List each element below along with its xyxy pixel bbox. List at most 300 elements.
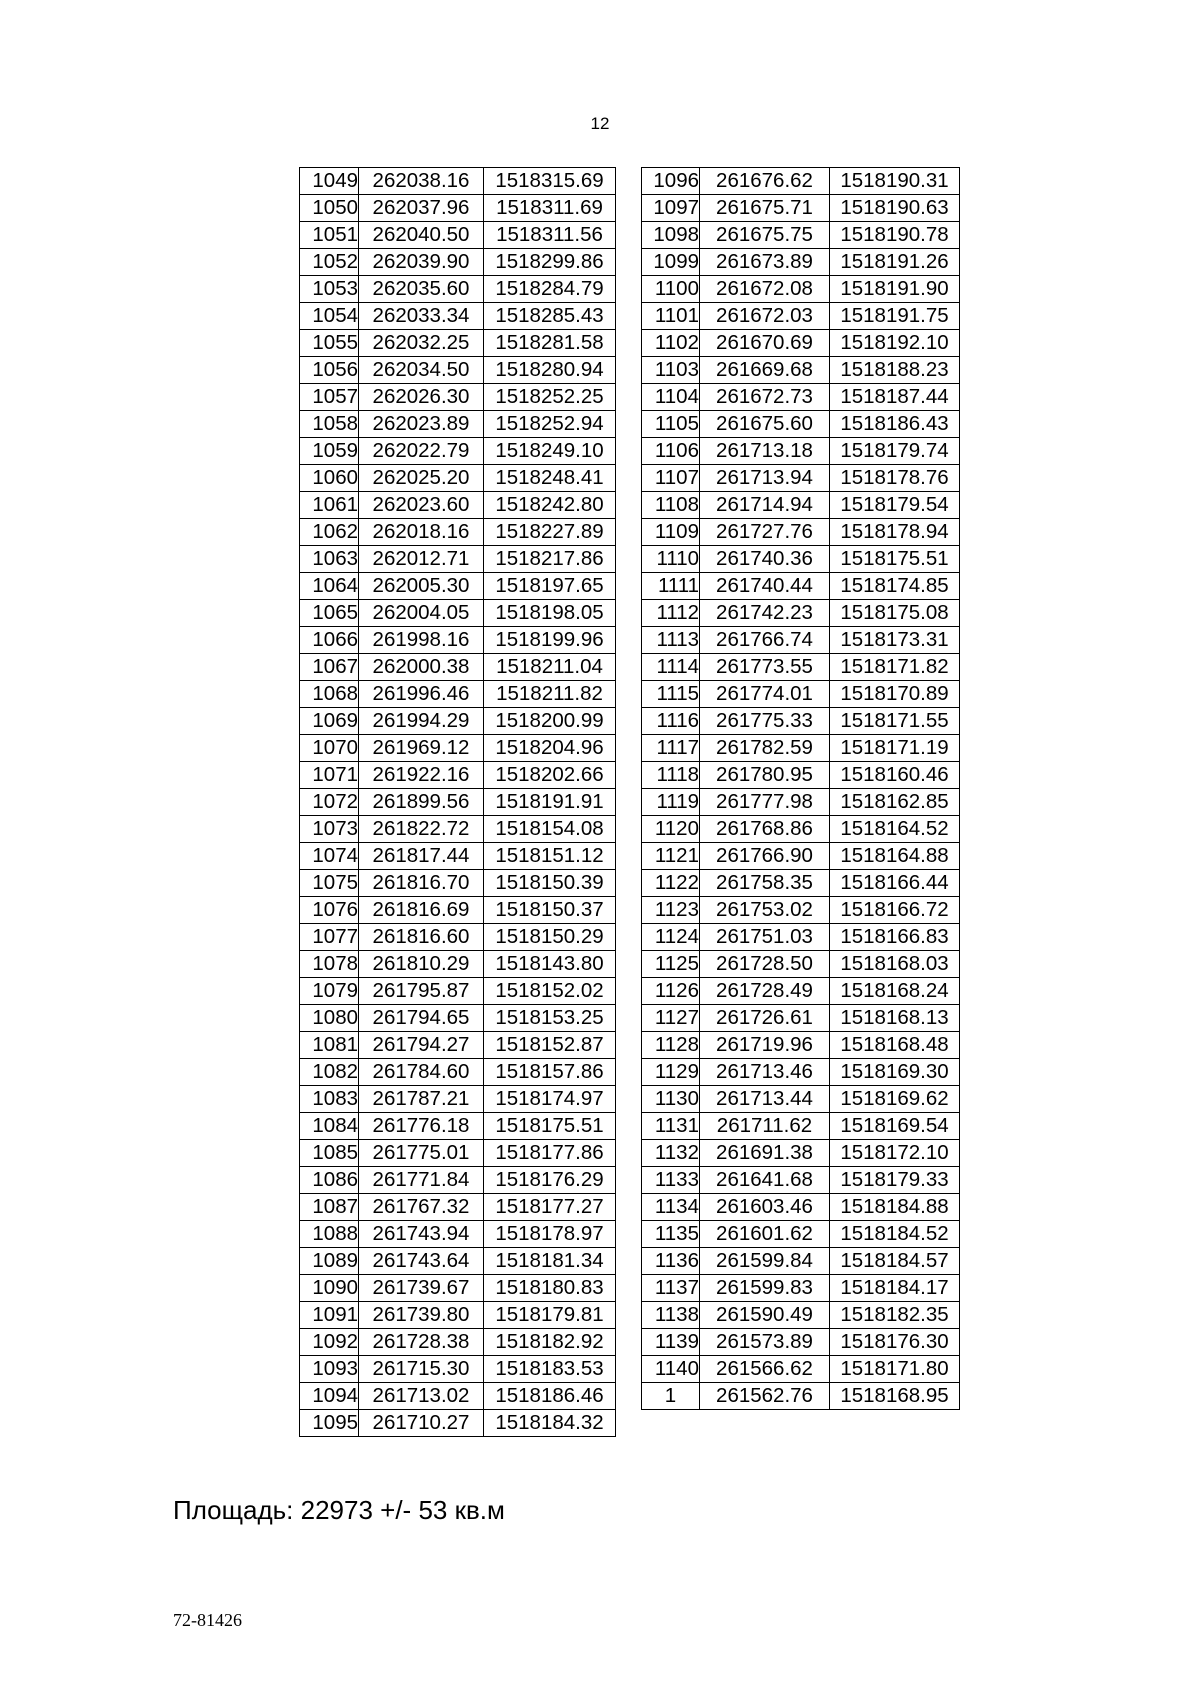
table-row xyxy=(642,735,960,762)
point-number: 1137 xyxy=(642,1275,700,1302)
x-coordinate: 261780.95 xyxy=(700,762,830,789)
point-number: 1081 xyxy=(300,1032,359,1059)
point-number: 1074 xyxy=(300,843,359,870)
table-row xyxy=(300,1383,616,1410)
x-coordinate: 261728.50 xyxy=(700,951,830,978)
table-row xyxy=(642,1167,960,1194)
point-number: 1054 xyxy=(300,303,359,330)
y-coordinate: 1518187.44 xyxy=(830,384,960,411)
point-number: 1117 xyxy=(642,735,700,762)
x-coordinate: 261810.29 xyxy=(359,951,484,978)
point-number: 1103 xyxy=(642,357,700,384)
y-coordinate: 1518176.30 xyxy=(830,1329,960,1356)
point-number: 1087 xyxy=(300,1194,359,1221)
y-coordinate: 1518168.95 xyxy=(830,1383,960,1410)
x-coordinate: 261739.80 xyxy=(359,1302,484,1329)
point-number: 1130 xyxy=(642,1086,700,1113)
y-coordinate: 1518175.51 xyxy=(830,546,960,573)
table-row xyxy=(300,1302,616,1329)
y-coordinate: 1518171.80 xyxy=(830,1356,960,1383)
point-number: 1078 xyxy=(300,951,359,978)
x-coordinate: 262022.79 xyxy=(359,438,484,465)
y-coordinate: 1518171.19 xyxy=(830,735,960,762)
point-number: 1108 xyxy=(642,492,700,519)
y-coordinate: 1518184.32 xyxy=(484,1410,616,1437)
x-coordinate: 261743.64 xyxy=(359,1248,484,1275)
table-row xyxy=(300,627,616,654)
table-row xyxy=(300,1275,616,1302)
x-coordinate: 262023.60 xyxy=(359,492,484,519)
y-coordinate: 1518183.53 xyxy=(484,1356,616,1383)
point-number: 1073 xyxy=(300,816,359,843)
table-row xyxy=(300,1410,616,1437)
table-row xyxy=(642,1140,960,1167)
y-coordinate: 1518285.43 xyxy=(484,303,616,330)
y-coordinate: 1518227.89 xyxy=(484,519,616,546)
x-coordinate: 261998.16 xyxy=(359,627,484,654)
x-coordinate: 261714.94 xyxy=(700,492,830,519)
point-number: 1077 xyxy=(300,924,359,951)
point-number: 1134 xyxy=(642,1194,700,1221)
point-number: 1060 xyxy=(300,465,359,492)
y-coordinate: 1518191.26 xyxy=(830,249,960,276)
y-coordinate: 1518179.74 xyxy=(830,438,960,465)
y-coordinate: 1518151.12 xyxy=(484,843,616,870)
table-row xyxy=(642,438,960,465)
point-number: 1115 xyxy=(642,681,700,708)
x-coordinate: 261672.03 xyxy=(700,303,830,330)
point-number: 1067 xyxy=(300,654,359,681)
x-coordinate: 261713.94 xyxy=(700,465,830,492)
y-coordinate: 1518181.34 xyxy=(484,1248,616,1275)
x-coordinate: 261728.38 xyxy=(359,1329,484,1356)
table-row xyxy=(300,1005,616,1032)
y-coordinate: 1518162.85 xyxy=(830,789,960,816)
x-coordinate: 261922.16 xyxy=(359,762,484,789)
x-coordinate: 261728.49 xyxy=(700,978,830,1005)
y-coordinate: 1518172.10 xyxy=(830,1140,960,1167)
y-coordinate: 1518157.86 xyxy=(484,1059,616,1086)
table-row xyxy=(642,951,960,978)
x-coordinate: 261562.76 xyxy=(700,1383,830,1410)
x-coordinate: 261710.27 xyxy=(359,1410,484,1437)
table-row xyxy=(642,357,960,384)
point-number: 1070 xyxy=(300,735,359,762)
y-coordinate: 1518168.03 xyxy=(830,951,960,978)
y-coordinate: 1518179.81 xyxy=(484,1302,616,1329)
x-coordinate: 261599.84 xyxy=(700,1248,830,1275)
table-row xyxy=(642,249,960,276)
x-coordinate: 261777.98 xyxy=(700,789,830,816)
x-coordinate: 261822.72 xyxy=(359,816,484,843)
point-number: 1082 xyxy=(300,1059,359,1086)
y-coordinate: 1518186.46 xyxy=(484,1383,616,1410)
point-number: 1132 xyxy=(642,1140,700,1167)
table-row xyxy=(300,1329,616,1356)
table-row xyxy=(300,465,616,492)
x-coordinate: 261766.90 xyxy=(700,843,830,870)
point-number: 1095 xyxy=(300,1410,359,1437)
table-row xyxy=(642,1383,960,1410)
table-row xyxy=(642,600,960,627)
point-number: 1114 xyxy=(642,654,700,681)
point-number: 1079 xyxy=(300,978,359,1005)
x-coordinate: 261672.73 xyxy=(700,384,830,411)
y-coordinate: 1518174.85 xyxy=(830,573,960,600)
table-row xyxy=(300,816,616,843)
table-row xyxy=(300,519,616,546)
table-row xyxy=(300,573,616,600)
x-coordinate: 261794.65 xyxy=(359,1005,484,1032)
x-coordinate: 262018.16 xyxy=(359,519,484,546)
point-number: 1107 xyxy=(642,465,700,492)
table-row xyxy=(642,1113,960,1140)
x-coordinate: 261715.30 xyxy=(359,1356,484,1383)
point-number: 1116 xyxy=(642,708,700,735)
x-coordinate: 261566.62 xyxy=(700,1356,830,1383)
point-number: 1111 xyxy=(642,573,700,600)
x-coordinate: 261795.87 xyxy=(359,978,484,1005)
y-coordinate: 1518252.94 xyxy=(484,411,616,438)
point-number: 1051 xyxy=(300,222,359,249)
table-row xyxy=(642,1329,960,1356)
point-number: 1140 xyxy=(642,1356,700,1383)
table-row xyxy=(642,573,960,600)
x-coordinate: 261691.38 xyxy=(700,1140,830,1167)
y-coordinate: 1518190.78 xyxy=(830,222,960,249)
y-coordinate: 1518168.13 xyxy=(830,1005,960,1032)
table-row xyxy=(642,870,960,897)
y-coordinate: 1518171.82 xyxy=(830,654,960,681)
y-coordinate: 1518160.46 xyxy=(830,762,960,789)
point-number: 1098 xyxy=(642,222,700,249)
y-coordinate: 1518173.31 xyxy=(830,627,960,654)
y-coordinate: 1518186.43 xyxy=(830,411,960,438)
table-row xyxy=(300,249,616,276)
y-coordinate: 1518152.02 xyxy=(484,978,616,1005)
x-coordinate: 261740.44 xyxy=(700,573,830,600)
y-coordinate: 1518168.48 xyxy=(830,1032,960,1059)
x-coordinate: 261817.44 xyxy=(359,843,484,870)
point-number: 1138 xyxy=(642,1302,700,1329)
x-coordinate: 261726.61 xyxy=(700,1005,830,1032)
table-row xyxy=(300,546,616,573)
point-number: 1062 xyxy=(300,519,359,546)
table-row xyxy=(642,492,960,519)
table-row xyxy=(300,924,616,951)
table-row xyxy=(642,1221,960,1248)
x-coordinate: 261899.56 xyxy=(359,789,484,816)
y-coordinate: 1518182.35 xyxy=(830,1302,960,1329)
point-number: 1120 xyxy=(642,816,700,843)
y-coordinate: 1518169.54 xyxy=(830,1113,960,1140)
point-number: 1112 xyxy=(642,600,700,627)
x-coordinate: 262026.30 xyxy=(359,384,484,411)
point-number: 1084 xyxy=(300,1113,359,1140)
y-coordinate: 1518184.57 xyxy=(830,1248,960,1275)
table-row xyxy=(642,1275,960,1302)
y-coordinate: 1518168.24 xyxy=(830,978,960,1005)
point-number: 1071 xyxy=(300,762,359,789)
y-coordinate: 1518150.29 xyxy=(484,924,616,951)
y-coordinate: 1518166.83 xyxy=(830,924,960,951)
table-row xyxy=(300,897,616,924)
y-coordinate: 1518211.82 xyxy=(484,681,616,708)
x-coordinate: 261753.02 xyxy=(700,897,830,924)
table-row xyxy=(642,762,960,789)
y-coordinate: 1518177.86 xyxy=(484,1140,616,1167)
table-row xyxy=(642,465,960,492)
area-statement: Площадь: 22973 +/- 53 кв.м xyxy=(173,1495,505,1525)
x-coordinate: 261573.89 xyxy=(700,1329,830,1356)
table-row xyxy=(300,1113,616,1140)
point-number: 1092 xyxy=(300,1329,359,1356)
document-code: 72-81426 xyxy=(173,1610,242,1630)
table-row xyxy=(300,384,616,411)
x-coordinate: 261719.96 xyxy=(700,1032,830,1059)
x-coordinate: 262004.05 xyxy=(359,600,484,627)
y-coordinate: 1518182.92 xyxy=(484,1329,616,1356)
x-coordinate: 262038.16 xyxy=(359,168,484,195)
x-coordinate: 261742.23 xyxy=(700,600,830,627)
x-coordinate: 261603.46 xyxy=(700,1194,830,1221)
x-coordinate: 261675.75 xyxy=(700,222,830,249)
x-coordinate: 262039.90 xyxy=(359,249,484,276)
y-coordinate: 1518192.10 xyxy=(830,330,960,357)
table-row xyxy=(300,978,616,1005)
y-coordinate: 1518242.80 xyxy=(484,492,616,519)
point-number: 1053 xyxy=(300,276,359,303)
point-number: 1131 xyxy=(642,1113,700,1140)
y-coordinate: 1518164.52 xyxy=(830,816,960,843)
x-coordinate: 261782.59 xyxy=(700,735,830,762)
y-coordinate: 1518153.25 xyxy=(484,1005,616,1032)
table-row xyxy=(300,951,616,978)
point-number: 1121 xyxy=(642,843,700,870)
point-number: 1063 xyxy=(300,546,359,573)
point-number: 1069 xyxy=(300,708,359,735)
point-number: 1055 xyxy=(300,330,359,357)
point-number: 1066 xyxy=(300,627,359,654)
x-coordinate: 262005.30 xyxy=(359,573,484,600)
point-number: 1090 xyxy=(300,1275,359,1302)
point-number: 1085 xyxy=(300,1140,359,1167)
y-coordinate: 1518249.10 xyxy=(484,438,616,465)
table-row xyxy=(300,600,616,627)
point-number: 1050 xyxy=(300,195,359,222)
point-number: 1109 xyxy=(642,519,700,546)
x-coordinate: 261766.74 xyxy=(700,627,830,654)
y-coordinate: 1518188.23 xyxy=(830,357,960,384)
y-coordinate: 1518176.29 xyxy=(484,1167,616,1194)
point-number: 1076 xyxy=(300,897,359,924)
table-row xyxy=(642,384,960,411)
table-row xyxy=(642,519,960,546)
coordinates-table-left xyxy=(299,167,616,1437)
table-row xyxy=(642,1356,960,1383)
x-coordinate: 262023.89 xyxy=(359,411,484,438)
table-row xyxy=(300,1032,616,1059)
table-row xyxy=(300,1221,616,1248)
x-coordinate: 261727.76 xyxy=(700,519,830,546)
table-row xyxy=(300,735,616,762)
point-number: 1102 xyxy=(642,330,700,357)
y-coordinate: 1518281.58 xyxy=(484,330,616,357)
x-coordinate: 261771.84 xyxy=(359,1167,484,1194)
table-row xyxy=(300,1167,616,1194)
y-coordinate: 1518184.17 xyxy=(830,1275,960,1302)
y-coordinate: 1518184.52 xyxy=(830,1221,960,1248)
x-coordinate: 261675.71 xyxy=(700,195,830,222)
table-row xyxy=(642,1194,960,1221)
y-coordinate: 1518190.31 xyxy=(830,168,960,195)
table-row xyxy=(642,843,960,870)
table-row xyxy=(300,168,616,195)
table-row xyxy=(300,276,616,303)
table-row xyxy=(300,870,616,897)
x-coordinate: 261711.62 xyxy=(700,1113,830,1140)
point-number: 1088 xyxy=(300,1221,359,1248)
table-row xyxy=(300,708,616,735)
point-number: 1086 xyxy=(300,1167,359,1194)
x-coordinate: 261740.36 xyxy=(700,546,830,573)
point-number: 1136 xyxy=(642,1248,700,1275)
page-number: 12 xyxy=(590,114,610,133)
y-coordinate: 1518280.94 xyxy=(484,357,616,384)
table-row xyxy=(642,195,960,222)
x-coordinate: 261773.55 xyxy=(700,654,830,681)
x-coordinate: 261673.89 xyxy=(700,249,830,276)
x-coordinate: 261590.49 xyxy=(700,1302,830,1329)
point-number: 1052 xyxy=(300,249,359,276)
table-row xyxy=(642,627,960,654)
table-row xyxy=(300,789,616,816)
y-coordinate: 1518150.39 xyxy=(484,870,616,897)
y-coordinate: 1518202.66 xyxy=(484,762,616,789)
table-row xyxy=(642,222,960,249)
y-coordinate: 1518179.33 xyxy=(830,1167,960,1194)
table-row xyxy=(300,762,616,789)
x-coordinate: 261816.60 xyxy=(359,924,484,951)
table-row xyxy=(300,492,616,519)
x-coordinate: 261996.46 xyxy=(359,681,484,708)
x-coordinate: 261713.44 xyxy=(700,1086,830,1113)
x-coordinate: 261739.67 xyxy=(359,1275,484,1302)
point-number: 1106 xyxy=(642,438,700,465)
table-row xyxy=(642,330,960,357)
point-number: 1072 xyxy=(300,789,359,816)
table-row xyxy=(642,411,960,438)
point-number: 1128 xyxy=(642,1032,700,1059)
y-coordinate: 1518152.87 xyxy=(484,1032,616,1059)
x-coordinate: 261670.69 xyxy=(700,330,830,357)
point-number: 1064 xyxy=(300,573,359,600)
x-coordinate: 262000.38 xyxy=(359,654,484,681)
y-coordinate: 1518175.51 xyxy=(484,1113,616,1140)
point-number: 1113 xyxy=(642,627,700,654)
point-number: 1091 xyxy=(300,1302,359,1329)
point-number: 1057 xyxy=(300,384,359,411)
point-number: 1119 xyxy=(642,789,700,816)
point-number: 1105 xyxy=(642,411,700,438)
table-row xyxy=(642,681,960,708)
y-coordinate: 1518175.08 xyxy=(830,600,960,627)
point-number: 1089 xyxy=(300,1248,359,1275)
point-number: 1122 xyxy=(642,870,700,897)
table-row xyxy=(642,1032,960,1059)
table-row xyxy=(642,303,960,330)
x-coordinate: 261969.12 xyxy=(359,735,484,762)
point-number: 1123 xyxy=(642,897,700,924)
y-coordinate: 1518198.05 xyxy=(484,600,616,627)
y-coordinate: 1518252.25 xyxy=(484,384,616,411)
x-coordinate: 261713.02 xyxy=(359,1383,484,1410)
table-row xyxy=(300,357,616,384)
point-number: 1126 xyxy=(642,978,700,1005)
y-coordinate: 1518211.04 xyxy=(484,654,616,681)
point-number: 1059 xyxy=(300,438,359,465)
point-number: 1125 xyxy=(642,951,700,978)
point-number: 1049 xyxy=(300,168,359,195)
point-number: 1118 xyxy=(642,762,700,789)
point-number: 1139 xyxy=(642,1329,700,1356)
point-number: 1104 xyxy=(642,384,700,411)
x-coordinate: 262035.60 xyxy=(359,276,484,303)
x-coordinate: 261776.18 xyxy=(359,1113,484,1140)
x-coordinate: 261816.69 xyxy=(359,897,484,924)
x-coordinate: 262034.50 xyxy=(359,357,484,384)
y-coordinate: 1518191.91 xyxy=(484,789,616,816)
table-row xyxy=(300,1248,616,1275)
point-number: 1068 xyxy=(300,681,359,708)
x-coordinate: 262025.20 xyxy=(359,465,484,492)
x-coordinate: 261713.18 xyxy=(700,438,830,465)
point-number: 1135 xyxy=(642,1221,700,1248)
table-row xyxy=(642,816,960,843)
table-row xyxy=(300,1194,616,1221)
y-coordinate: 1518311.56 xyxy=(484,222,616,249)
table-row xyxy=(642,708,960,735)
point-number: 1101 xyxy=(642,303,700,330)
table-row xyxy=(300,195,616,222)
point-number: 1099 xyxy=(642,249,700,276)
x-coordinate: 261775.33 xyxy=(700,708,830,735)
x-coordinate: 261669.68 xyxy=(700,357,830,384)
point-number: 1096 xyxy=(642,168,700,195)
x-coordinate: 261768.86 xyxy=(700,816,830,843)
y-coordinate: 1518204.96 xyxy=(484,735,616,762)
y-coordinate: 1518154.08 xyxy=(484,816,616,843)
y-coordinate: 1518169.30 xyxy=(830,1059,960,1086)
x-coordinate: 261767.32 xyxy=(359,1194,484,1221)
x-coordinate: 262040.50 xyxy=(359,222,484,249)
y-coordinate: 1518170.89 xyxy=(830,681,960,708)
table-row xyxy=(300,1086,616,1113)
x-coordinate: 261794.27 xyxy=(359,1032,484,1059)
y-coordinate: 1518199.96 xyxy=(484,627,616,654)
table-row xyxy=(300,681,616,708)
x-coordinate: 261775.01 xyxy=(359,1140,484,1167)
x-coordinate: 261774.01 xyxy=(700,681,830,708)
point-number: 1058 xyxy=(300,411,359,438)
y-coordinate: 1518169.62 xyxy=(830,1086,960,1113)
y-coordinate: 1518164.88 xyxy=(830,843,960,870)
x-coordinate: 262033.34 xyxy=(359,303,484,330)
table-row xyxy=(642,1059,960,1086)
x-coordinate: 261676.62 xyxy=(700,168,830,195)
x-coordinate: 261751.03 xyxy=(700,924,830,951)
table-row xyxy=(642,1005,960,1032)
